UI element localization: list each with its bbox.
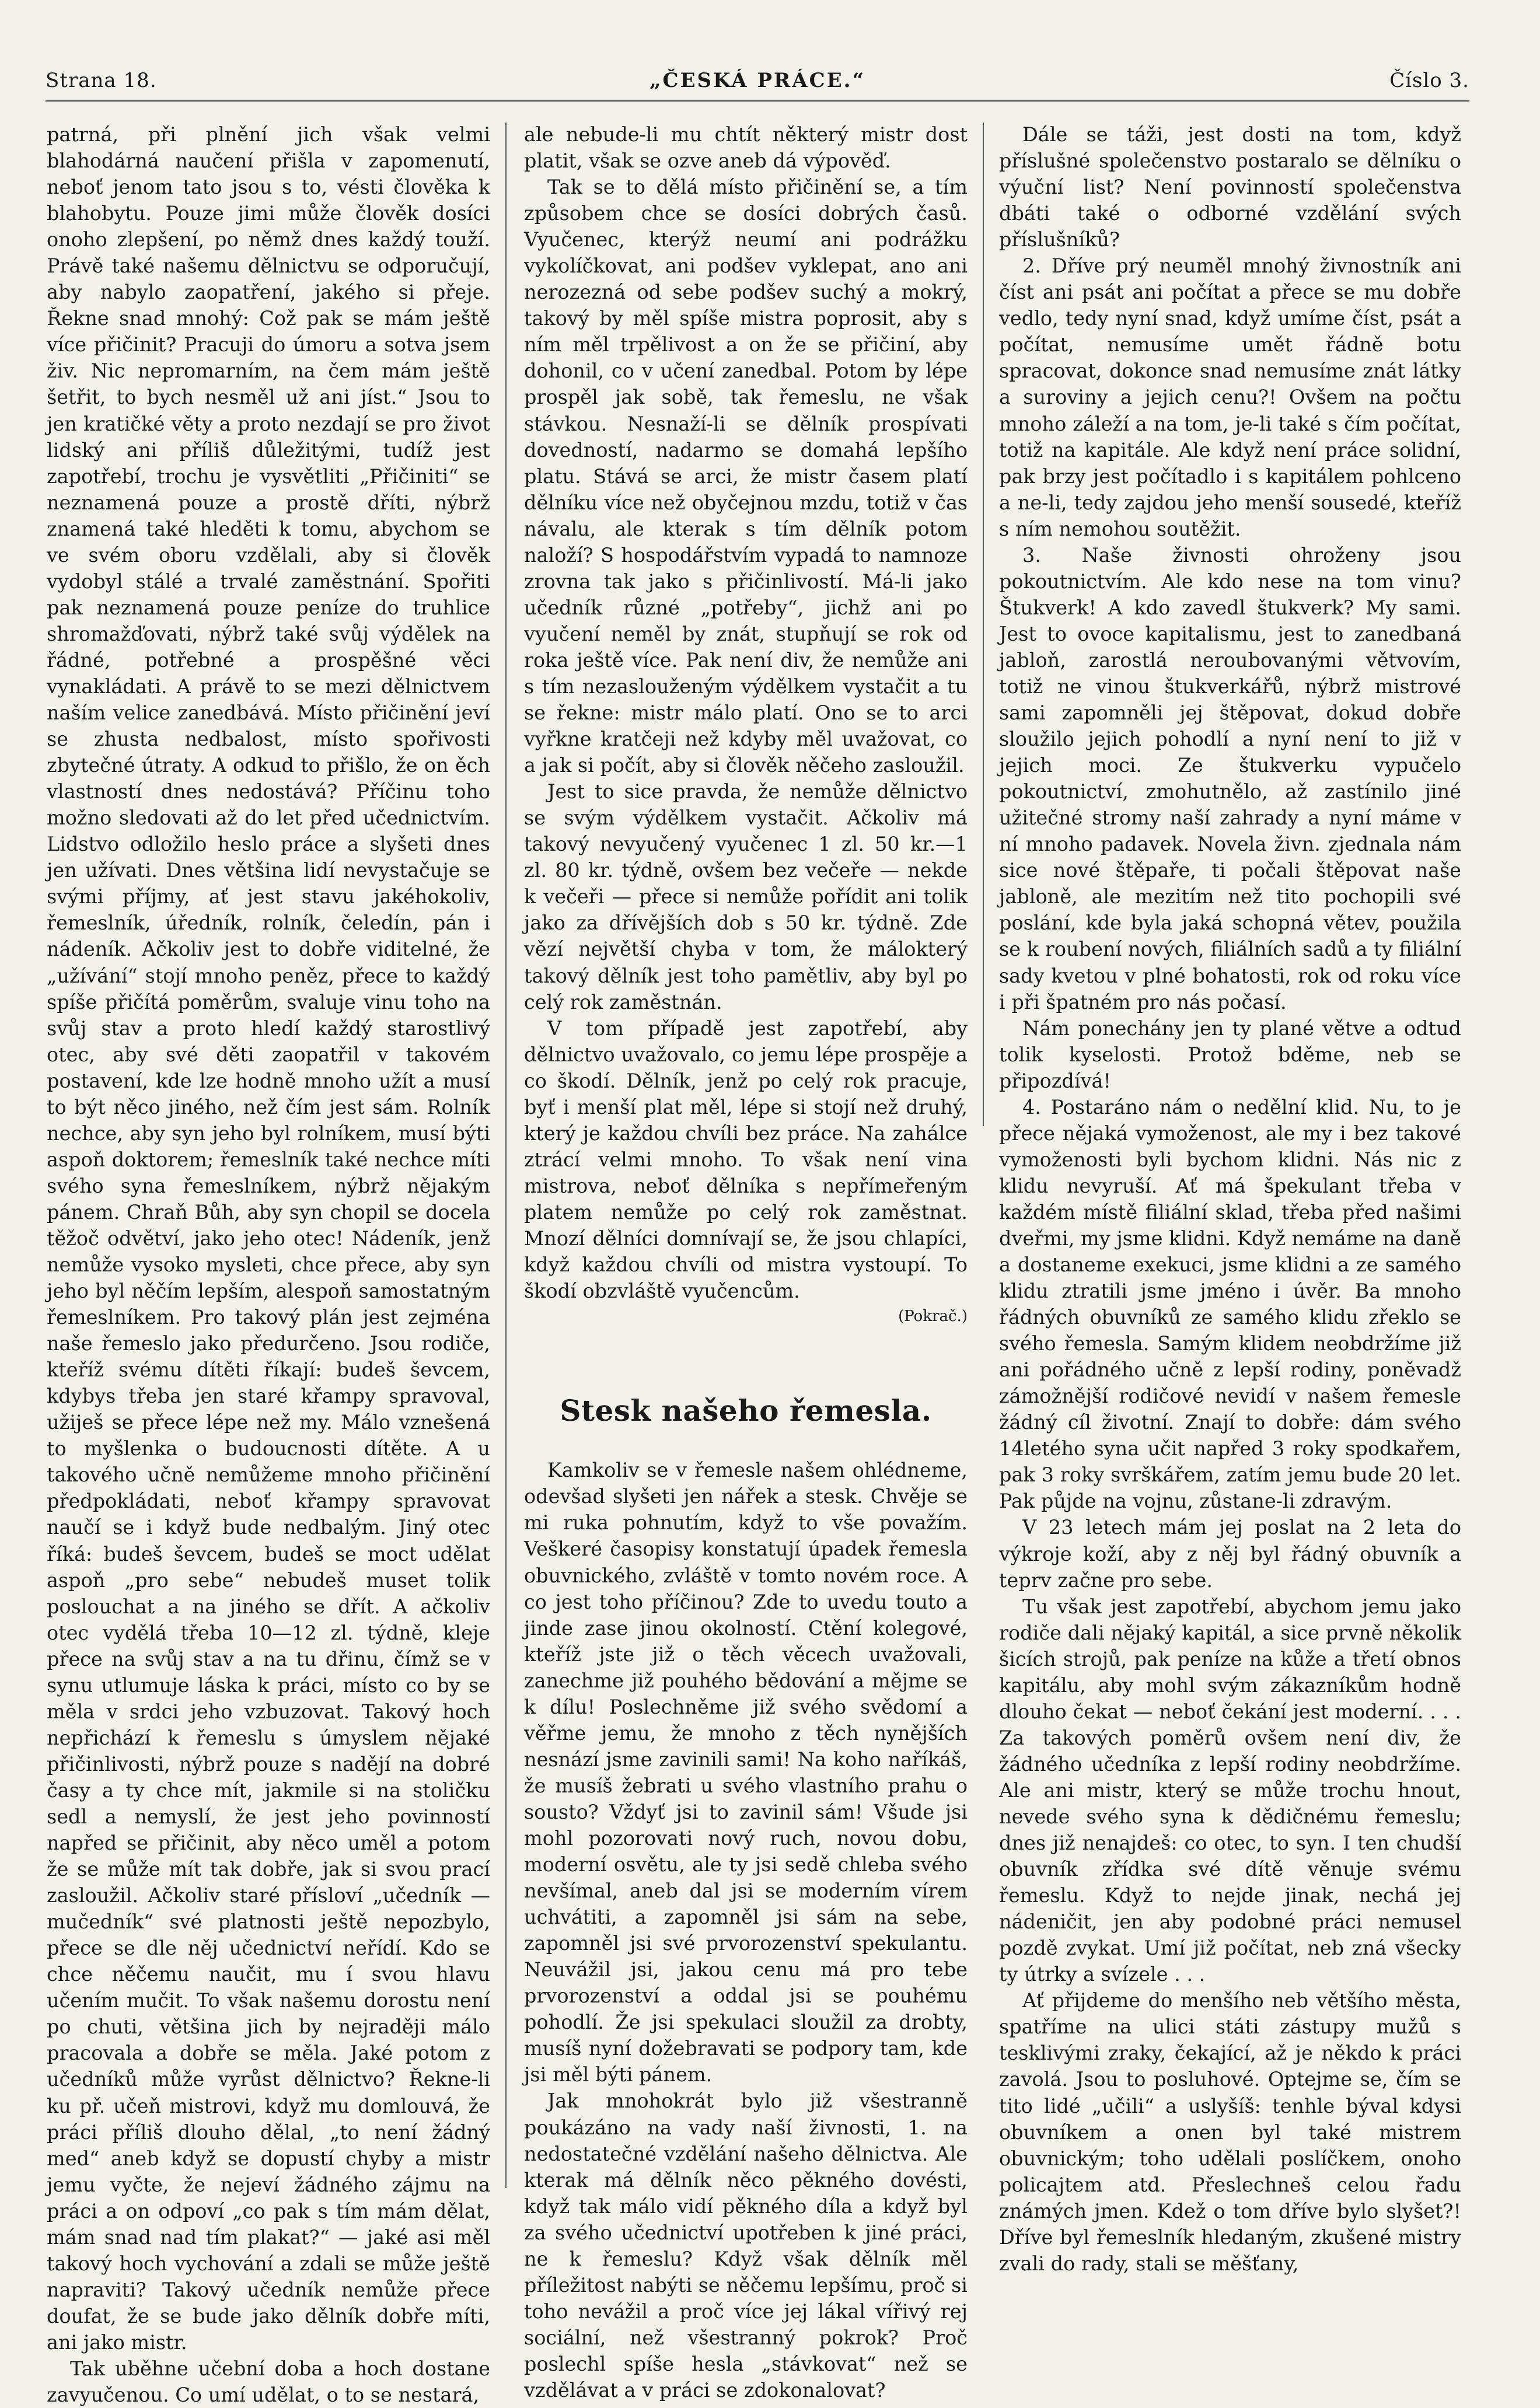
- page-number: Strana 18.: [46, 69, 157, 92]
- header-divider: [46, 100, 1469, 102]
- paragraph: Tu však jest zapotřebí, abychom jemu jako rodiče dali nějaký kapitál, a sice prvně několik šicích strojů, pak peníze na kůže a třetí obnos kapitálu, aby mohl svým zákazníkům hodně dlouho čekat — neboť čekání jest moderní. . . . Za takových poměrů ovšem není div, že žádného učedníka z lepší rodiny neobdržíme. Ale ani mistr, který se může trochu hnout, nevede svého syna k dědičnému řemeslu; dnes již nenajdeš: co otec, to syn. I ten chudší obuvník zřídka své dítě věnuje svému řemeslu. Když to nejde jinak, nechá jej nádeničit, jen aby podobné práci nemusel pozdě zvykat. Umí již počítat, neb zná všecky ty útrky a svízele . . .: [999, 1595, 1461, 1986]
- article-title: Stesk našeho řemesla.: [560, 1393, 932, 1428]
- column-3: [999, 121, 1461, 2275]
- column-2: [524, 121, 968, 2402]
- paragraph: Jest to sice pravda, že nemůže dělnictvo se svým výdělkem vystačit. Ačkoliv má takový nevyučený vyučenec 1 zl. 50 kr.—1 zl. 80 kr. týdně, ovšem bez večeře — nekde k večeři — přece si nemůže pořídit ani tolik jako za dřívějších dob s 50 kr. týdně. Zde vězí největší chyba v tom, že málokterý takový dělník jest toho pamětliv, aby byl po celý rok zaměstnán.: [524, 780, 968, 1013]
- paragraph: ale nebude-li mu chtít některý mistr dost platit, však se ozve aneb dá výpověď.: [524, 123, 968, 173]
- continuation-note: (Pokrač.): [898, 1308, 968, 1326]
- column-divider: [505, 123, 507, 2188]
- paragraph: Ať přijdeme do menšího neb většího města, spatříme na ulici státi zástupy mužů s tesklivými zraky, čekající, až je někdo k práci zavolá. Jsou to posluhové. Optejme se, čím se tito lidé „učili“ a uslyšíš: tenhle býval kdysi obuvníkem a onen byl také mistrem obuvnickým; toho udělali poslíčkem, onoho policajtem atd. Přeslechneš celou řadu známých jmen. Kdež o tom dříve bylo slyšet?! Dříve byl řemeslník hledaným, zkušené mistry zvali do rady, stali se měšťany,: [999, 1989, 1461, 2275]
- paragraph: V tom případě jest zapotřebí, aby dělnictvo uvažovalo, co jemu lépe prospěje a co škodí. Dělník, jenž po celý rok pracuje, byť i menší plat měl, lépe si stojí než druhý, který je každou chvíli bez práce. Na zahálce ztrácí velmi mnoho. To však není vina mistrova, neboť dělníka s nepřímeřeným platem nemůže po celý rok zaměstnat. Mnozí dělníci domnívají se, že jsou chlapíci, když každou chvíli od mistra vystoupí. To škodí obzvláště vyučencům.: [524, 1016, 968, 1303]
- newspaper-title: „ČESKÁ PRÁCE.“: [649, 69, 866, 92]
- paragraph: Nám ponechány jen ty plané větve a odtud tolik kyselosti. Protož bděme, neb se připozdívá!: [999, 1016, 1461, 1092]
- paragraph: 2. Dříve prý neuměl mnohý živnostník ani číst ani psát ani počítat a přece se mu dobře vedlo, tedy nyní snad, když umíme číst, psát a počítat, nemusíme umět řádně botu spracovat, dokonce snad nemusíme znát látky a suroviny a jejich cenu?! Ovšem na počtu mnoho záleží a na tom, je-li také s čím počítat, totiž na kapitále. Ale když není práce solidní, pak brzy jest počítadlo i s kapitálem pohlceno a ne-li, tedy zajdou jeho menší sousedé, kteříž s ním nemohou soutěžit.: [999, 254, 1461, 540]
- page-header: [46, 69, 1469, 104]
- paragraph: 4. Postaráno nám o nedělní klid. Nu, to je přece nějaká vymoženost, ale my i bez takové vymoženosti byli bychom klidni. Nás nic z klidu nevyruší. Ať má špekulant třeba v každém místě filiální sklad, třeba před našimi dveřmi, my jsme klidni. Když nemáme na daně a dostaneme exekuci, jsme klidni a ze samého klidu ztratili jsme jméno i úvěr. Ba mnoho řádných obuvníků ze samého klidu zřeklo se svého řemesla. Samým klidem neobdržíme již ani pořádného učně z lepší rodiny, poněvadž zámožnější rodičové nevidí v našem řemesle žádný cíl životní. Znají to dobře: dám svého 14letého syna učit napřed 3 roky spodkařem, pak 3 roky svrškářem, zatím jemu bude 20 let. Pak půjde na vojnu, zůstane-li zdravým.: [999, 1095, 1461, 1513]
- column-1: [47, 121, 490, 2407]
- paragraph: Tak uběhne učební doba a hoch dostane zavyučenou. Co umí udělat, o to se nestará,: [47, 2357, 490, 2407]
- paragraph: 3. Naše živnosti ohroženy jsou pokoutnictvím. Ale kdo nese na tom vinu? Štukverk! A kdo zavedl štukverk? My sami. Jest to ovoce kapitalismu, jest to zanedbaná jabloň, zarostlá neroubovanými větvovím, totiž ne vinou štukverkářů, nýbrž mistrové sami zapomněli jej štěpovat, dokud dobře sloužilo jejich pohodlí a nyní není to již v jejich moci. Ze štukverku vypučelo pokoutnictví, zmohutnělo, až zastínilo jiné užitečné stromy naší zahrady a nyní máme v ní mnoho padavek. Novela živn. zjednala nám sice nové štěpaře, ti počali štěpovat naše jabloně, ale mezitím než tito pochopili své poslání, kde byla jaká schopná větev, použila se k roubení nových, filiálních sadů a ty filiální sady kvetou v plné bohatosti, rok od roku více i při špatném pro nás počasí.: [999, 543, 1461, 1013]
- paragraph: patrná, při plnění jich však velmi blahodárná naučení přišla v zapomenutí, neboť jenom tato jsou s to, vésti člověka k blahobytu. Pouze jimi může člověk dosíci onoho zlepšení, po němž dnes každý touží. Právě také našemu dělnictvu se odporučují, aby nabylo zaopatření, jakého si přeje. Řekne snad mnohý: Což pak se mám ještě více přičinit? Pracuji do úmoru a sotva jsem živ. Nic nepromarním, na čem mám ještě šetřit, to bych nesměl už ani jíst.“ Jsou to jen kratičké věty a proto nezdají se pro život lidský ani příliš důležitými, tudíž jest zapotřebí, trochu je vysvětliti „Přičiniti“ se neznamená pouze a prostě dříti, nýbrž znamená také hleděti k tomu, abychom se ve svém oboru vzdělali, aby si člověk vydobyl stálé a trvalé zaměstnání. Spořiti pak neznamená pouze peníze do truhlice shromažďovati, nýbrž také svůj výdělek na řádné, potřebné a prospěšné věci vynakládati. A právě to se mezi dělnictvem naším velice zanedbává. Místo přičinění jeví se zhusta nedbalost, místo spořivosti zbytečné útraty. A odkud to přišlo, že on ěch vlastností dnes nedostává? Příčinu toho možno sledovati až do let před učednictvím. Lidstvo odložilo heslo práce a slyšeti dnes jen užívati. Dnes většina lidí nevystačuje se svými příjmy, ať jest stavu jakéhokoliv, řemeslník, úředník, rolník, čeledín, pán i nádeník. Ačkoliv jest to dobře viditelné, že „užívání“ stojí mnoho peněz, přece to každý spíše přičítá poměrům, svaluje vinu toho na svůj stav a proto hledí každý starostlivý otec, aby své děti zaopatřil v takovém postavení, kde lze hodně mnoho užít a musí to být něco jiného, než čím jest sám. Rolník nechce, aby syn jeho byl rolníkem, musí býti aspoň doktorem; řemeslník také nechce míti svého syna řemeslníkem, nýbrž nějakým pánem. Chraň Bůh, aby syn chopil se docela těžoč odvětví, jako jeho otec! Nádeník, jenž nemůže vysoko mysleti, chce přece, aby syn jeho byl něčím lepším, alespoň samostatným řemeslníkem. Pro takový plán jest zejména naše řemeslo jako předurčeno. Jsou rodiče, kteříž svému dítěti říkají: budeš ševcem, kdybys třeba jen staré křampy spravoval, užiješ se přece lépe než my. Málo vznešená to myšlenka o budoucnosti dítěte. A u takového učně nemůžeme mnoho přičinění předpokládati, neboť křampy spravovat naučí se i když bude nedbalým. Jiný otec říká: budeš ševcem, budeš se moct udělat aspoň „pro sebe“ nebudeš muset tolik poslouchat a na jiného se dřít. A ačkoliv otec vydělá třeba 10—12 zl. týdně, kleje přece na svůj stav a na tu dřinu, čímž se v synu utlumuje láska k práci, místo co by se měla v srdci jeho vzbuzovat. Takový hoch nepřichází k řemeslu s úmyslem nějaké přičinlivosti, nýbrž pouze s nadějí na dobré časy a ty chce mít, jakmile si na stoličku sedl a nemyslí, že jest jeho povinností napřed se přičinit, aby něco uměl a potom že se může mít tak dobře, jak si svou prací zasloužil. Ačkoliv staré přísloví „učedník — mučedník“ své platnosti ještě nepozbylo, přece se dle něj učednictví neřídí. Kdo se chce něčemu naučit, mu í svou hlavu učením mučit. To však našemu dorostu není po chuti, většina jich by nejraději málo pracovala a dobře se měla. Jaké potom z učedníků může vyrůst dělnictvo? Řekne-li ku př. učeň mistrovi, když mu domlouvá, že práci příliš dlouho dělal, „to není žádný med“ aneb když se dopustí chyby a mistr jemu vyčte, že nejeví žádného zájmu na práci a on odpoví „co pak s tím mám dělat, mám snad nad tím plakat?“ — jaké asi měl takový hoch vychování a zdali se může ještě napraviti? Takový učedník nemůže přece doufat, že se bude jako dělník dobře míti, ani jako mistr.: [47, 123, 490, 2354]
- paragraph: Dále se táži, jest dosti na tom, když příslušné společenstvo postaralo se dělníku o výuční list? Není povinností společenstva dbáti také o odborné vzdělání svých příslušníků?: [999, 123, 1461, 251]
- paragraph: Tak se to dělá místo přičinění se, a tím způsobem chce se dosíci dobrých časů. Vyučenec, kterýž neumí ani podrážku vykolíčkovat, ani podšev vyklepat, ano ani nerozezná od sebe podšev suchý a mokrý, takový by měl spíše mistra poprosit, aby s ním měl trpělivost a on že se přičiní, aby dohonil, co v učení zanedbal. Potom by lépe prospěl jak sobě, tak řemeslu, ne však stávkou. Nesnaží-li se dělník prospívati dovedností, nadarmo se domahá lepšího platu. Stává se arci, že mistr časem platí dělníku více než obyčejnou mzdu, totiž v čas návalu, ale kterak s tím dělník potom naloží? S hospodářstvím vypadá to namnoze zrovna tak jako s přičinlivostí. Má-li jako učedník různé „potřeby“, jichž ani po vyučení neměl by znát, stupňují se rok od roka ještě více. Pak není div, že nemůže ani s tím nezaslouženým výdělkem vystačit a tu se řekne: mistr málo platí. Ono se to arci vyřkne kratčeji než kdyby měl uvažovat, co a jak si počít, aby si člověk něčeho zasloužil.: [524, 176, 968, 777]
- paragraph: V 23 letech mám jej poslat na 2 leta do výkroje koží, aby z něj byl řádný obuvník a teprv začne pro sebe.: [999, 1516, 1461, 1592]
- paragraph: Kamkoliv se v řemesle našem ohlédneme, odevšad slyšeti jen nářek a stesk. Chvěje se mi ruka pohnutím, když to vše považím. Veškeré časopisy konstatují úpadek řemesla obuvnického, zvláště v tomto novém roce. A co jest toho příčinou? Zde to uvedu touto a jinde zase jinou okolností. Ctění kolegové, kteříž jste již o těch věcech uvažovali, zanechme již pouhého bědování a mějme se k dílu! Poslechněme již svého svědomí a věřme jemu, že mnoho z těch nynějších nesnází jsme zavinili sami! Na koho naříkáš, že musíš žebrati u svého vlastního prahu o sousto? Vždyť jsi to zavinil sám! Všude jsi mohl pozorovati nový ruch, novou dobu, moderní osvětu, ale ty jsi sedě chleba svého nevšímal, aneb dal jsi se moderním vírem uchvátiti, a zapomněl jsi sám na sebe, zapomněl jsi své prvorozenství spekulantu. Neuvážil jsi, jakou cenu má pro tebe prvorozenství a oddal jsi se pouhému pohodlí. Že jsi spekulaci sloužil za drobty, musíš nyní dožebravati se podpory tam, kde jsi měl býti pánem.: [524, 1459, 968, 2087]
- paragraph: Jak mnohokrát bylo již všestranně poukázáno na vady naší živnosti, 1. na nedostatečné vzdělání našeho dělnictva. Ale kterak má dělník něco pěkného dovésti, když tak málo vidí pěkného díla a když byl za svého učednictví upotřeben k jiné práci, ne k řemeslu? Když však dělník měl příležitost nabýti se něčemu lepšímu, proč si toho nevážil a proč více jej lákal vířivý rej sociální, než všestranný pokrok? Proč poslechl spíše hesla „stávkovat“ než se vzdělávat a v práci se zdokonalovat?: [524, 2089, 968, 2402]
- column-divider: [983, 123, 984, 1126]
- issue-number: Číslo 3.: [1389, 69, 1469, 92]
